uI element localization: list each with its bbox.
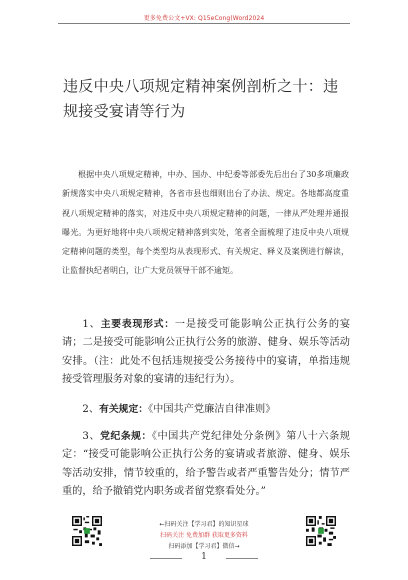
document-title: 违反中央八项规定精神案例剖析之十：违规接受宴请等行为: [63, 77, 339, 120]
section-2: [62, 401, 350, 419]
section-1-number: 1、: [82, 319, 101, 330]
section-1: [62, 316, 350, 389]
promo-line-2: 扫码关注 免费加群 获取更多资料: [160, 532, 248, 539]
section-1-text: 一是接受可能影响公正执行公务的宴请；二是接受可能影响公正执行公务的旅游、健身、娱乐等活动安排。（注：此处不包括违规接受公务接待中的宴请，单指违规接受管理服务对象的宴请的违纪行为）。: [62, 319, 351, 385]
promo-line-1: ←扫码关注【学习君】的知识星球: [159, 521, 249, 528]
section-3-text: 《中国共产党纪律处分条例》第八十六条规定：“接受可能影响公正执行公务的宴请或者旅游、健身、娱乐等活动安排，情节较重的，给予警告或者严重警告处分；情节严重的，给予撤销党内职务或者留党察看处分。”: [62, 431, 350, 497]
promo-line-3: 扫码添加【学习君】微信→: [168, 543, 240, 550]
qr-code-icon[interactable]: [72, 516, 102, 546]
qr-code-icon[interactable]: [306, 516, 336, 546]
section-1-heading: 主要表现形式：: [100, 319, 175, 330]
header-divider: [58, 23, 350, 24]
section-2-number: 2、: [82, 404, 100, 415]
section-2-heading: 有关规定：: [99, 404, 149, 415]
footer-divider-right: [226, 558, 258, 559]
footer-promo: [125, 519, 283, 552]
section-3-heading: 党纪条规：: [100, 431, 152, 442]
section-3-number: 3、: [82, 431, 101, 442]
section-2-text: 《中国共产党廉洁自律准则》: [148, 404, 276, 415]
section-3: [62, 428, 350, 501]
top-banner: 更多免费公文+VX: Q15eCong(Word2024: [143, 15, 265, 22]
page-number: 1: [201, 552, 207, 562]
intro-paragraph: 根据中央八项规定精神，中办、国办、中纪委等部委先后出台了30多项廉政新规落实中央八项规定精神，各省市县也细则出台了办法、规定。各地都高度重视八项规定精神的落实，对违反中央八项规定精神的问题，一律从严处理并通报曝光。为更好地将中央八项规定精神落到实处，笔者全面梳理了违反中央八项规定精神问题的类型，每个类型均从表现形式、有关规定、释义及案例进行解读，让监督执纪者明白，让广大党员领导干部不逾矩。: [62, 170, 349, 276]
